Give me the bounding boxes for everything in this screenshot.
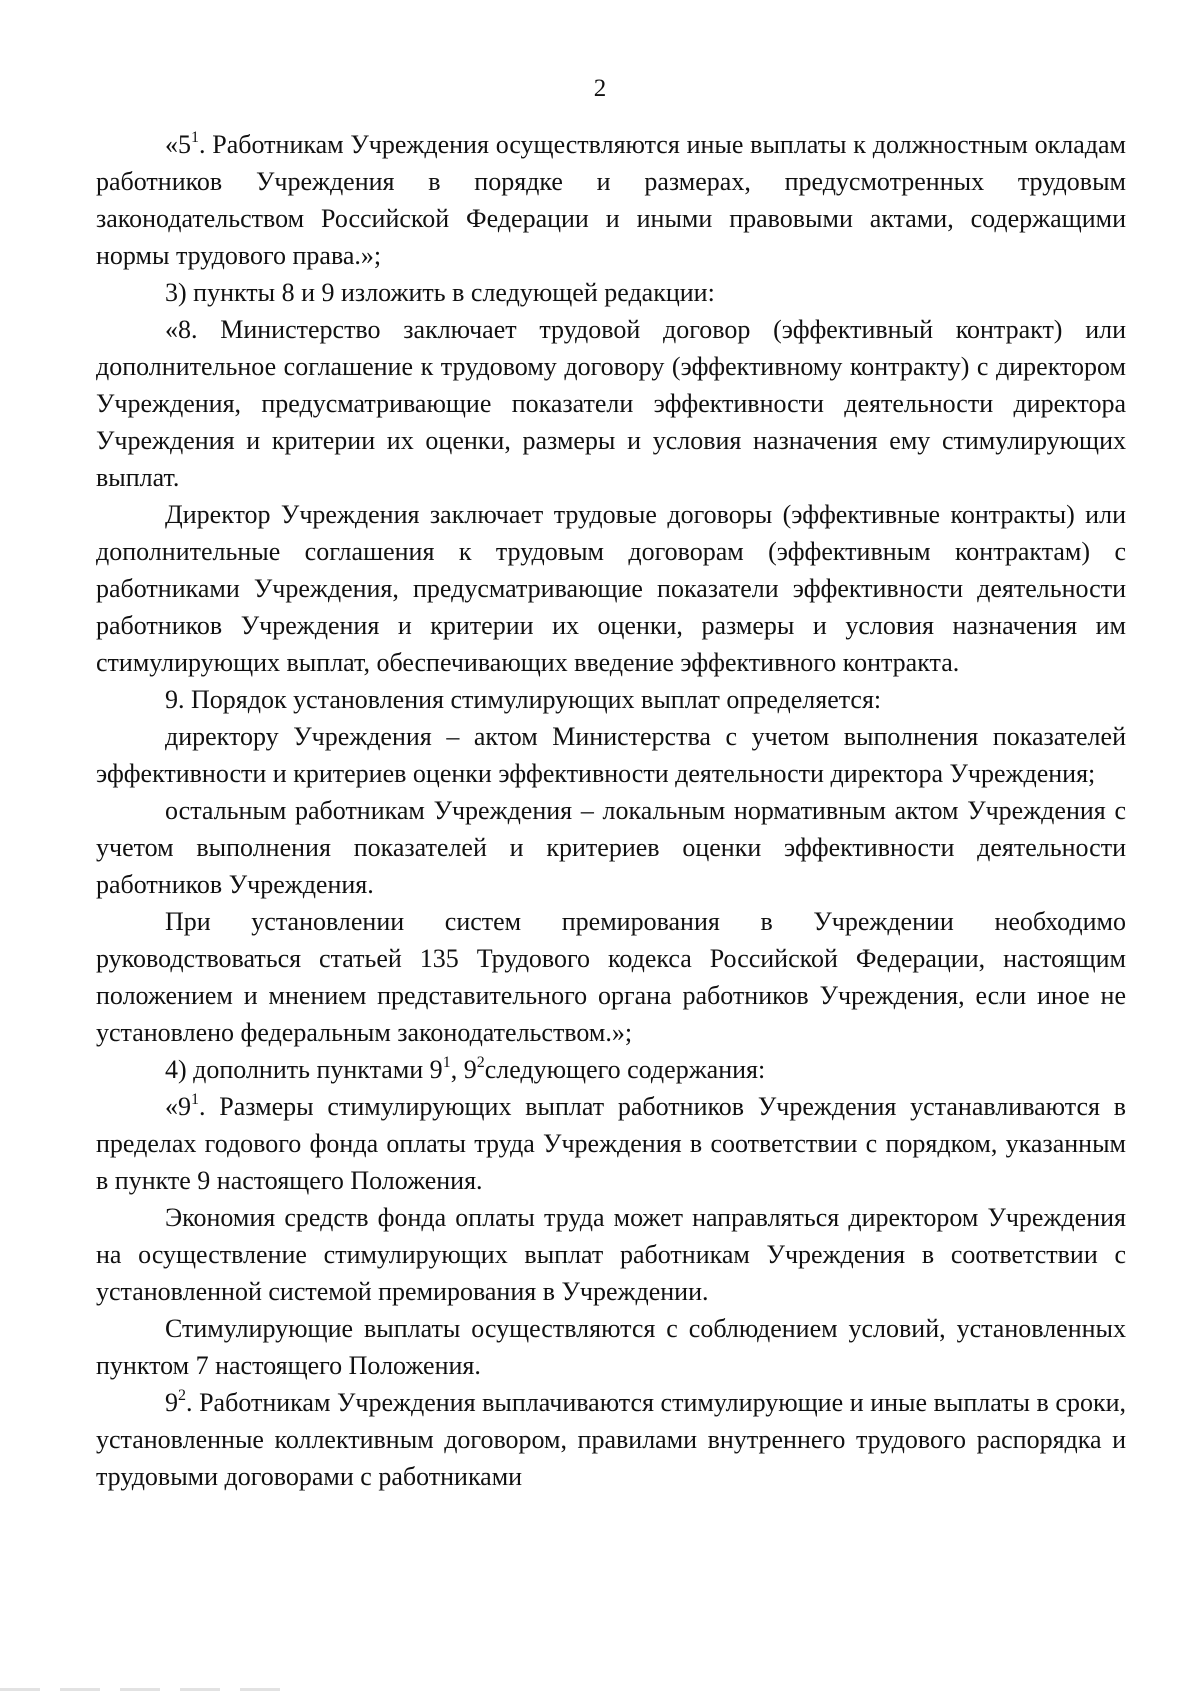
paragraph-text: . Размеры стимулирующих выплат работников Учреждения устанавливаются в пределах годового фонда оплаты труда Учреждения в соответствии с порядком, указанным в пункте 9 настоящего Положения.	[96, 1092, 1126, 1195]
paragraph-text: , 9	[450, 1055, 477, 1084]
paragraph-savings: Экономия средств фонда оплаты труда может направляться директором Учреждения на осуществление стимулирующих выплат работникам Учреждения в соответствии с установленной системой премирования в Учреждении.	[96, 1203, 1126, 1306]
superscript: 2	[476, 1054, 485, 1071]
paragraph-point-8: «8. Министерство заключает трудовой договор (эффективный контракт) или дополнительное соглашение к трудовому договору (эффективному контракту) с директором Учреждения, предусматривающие показатели эффективности деятельности директора Учреждения и критерии их оценки, размеры и условия назначения ему стимулирующих выплат.	[96, 315, 1126, 492]
paragraph-point-9: 9. Порядок установления стимулирующих выплат определяется:	[165, 685, 882, 714]
paragraph-text: 4) дополнить пунктами 9	[165, 1055, 443, 1084]
paragraph-bonus-systems: При установлении систем премирования в Учреждении необходимо руководствоваться статьей 135 Трудового кодекса Российской Федерации, настоящим положением и мнением представительного органа работников Учреждения, если иное не установлено федеральным законодательством.»;	[96, 907, 1126, 1047]
paragraph-5-1	[96, 126, 1126, 274]
superscript: 1	[191, 129, 199, 146]
document-body	[96, 126, 1126, 1495]
paragraph-text: «9	[165, 1092, 191, 1121]
page-number: 2	[593, 75, 607, 102]
paragraph-item-3: 3) пункты 8 и 9 изложить в следующей редакции:	[165, 278, 715, 307]
superscript: 1	[442, 1054, 451, 1071]
paragraph-text: . Работникам Учреждения выплачиваются стимулирующие и иные выплаты в сроки, установленные коллективным договором, правилами внутреннего трудового распорядка и трудовыми договорами с работниками	[96, 1388, 1126, 1491]
scan-artifact	[0, 1688, 300, 1691]
paragraph-text: . Работникам Учреждения осуществляются иные выплаты к должностным окладам работников Учреждения в порядке и размерах, предусмотренных трудовым законодательством Российской Федерации и иными правовыми актами, содержащими нормы трудового права.»;	[96, 130, 1126, 270]
paragraph-other-workers: остальным работникам Учреждения – локальным нормативным актом Учреждения с учетом выполнения показателей и критериев оценки эффективности деятельности работников Учреждения.	[96, 796, 1126, 899]
paragraph-director-order: директору Учреждения – актом Министерства с учетом выполнения показателей эффективности и критериев оценки эффективности деятельности директора Учреждения;	[96, 722, 1126, 788]
paragraph-director-contracts: Директор Учреждения заключает трудовые договоры (эффективные контракты) или дополнительные соглашения к трудовым договорам (эффективным контрактам) с работниками Учреждения, предусматривающие показатели эффективности деятельности работников Учреждения и критерии их оценки, размеры и условия назначения им стимулирующих выплат, обеспечивающих введение эффективного контракта.	[96, 500, 1126, 677]
superscript: 2	[178, 1387, 186, 1404]
paragraph-text: 9	[165, 1388, 178, 1417]
paragraph-item-4	[96, 1051, 1126, 1088]
paragraph-text: «5	[165, 130, 191, 159]
paragraph-conditions: Стимулирующие выплаты осуществляются с соблюдением условий, установленных пунктом 7 настоящего Положения.	[96, 1314, 1126, 1380]
superscript: 1	[191, 1091, 199, 1108]
paragraph-text: следующего содержания:	[484, 1055, 766, 1084]
paragraph-point-9-2	[96, 1384, 1126, 1495]
paragraph-point-9-1	[96, 1088, 1126, 1199]
